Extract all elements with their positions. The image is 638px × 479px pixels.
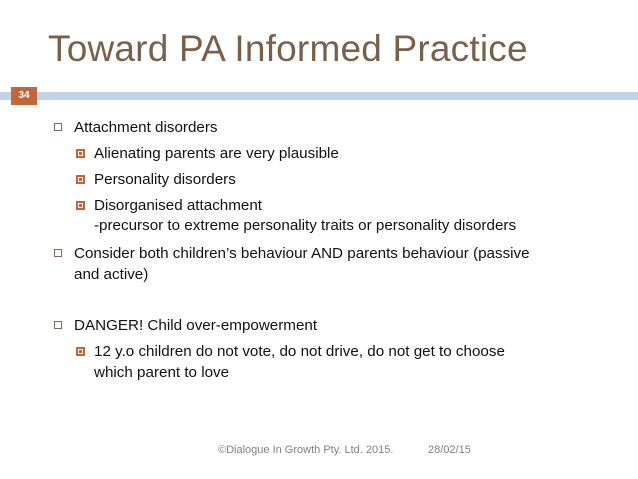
sub-bullet-text: Disorganised attachment — [94, 197, 262, 214]
sub-bullet-text: Personality disorders — [94, 171, 236, 188]
bullet-text: Attachment disorders — [74, 119, 218, 136]
sub-bullet-text: 12 y.o children do not vote, do not drive, do not get to choose — [94, 343, 505, 360]
page-number-badge: 34 — [11, 87, 37, 105]
header-rule-left — [0, 92, 11, 100]
sub-bullet-icon — [76, 347, 85, 356]
bullet-box-icon — [54, 321, 62, 329]
bullet-text: Consider both children’s behaviour AND parents behaviour (passive — [74, 245, 530, 262]
sub-bullet-text-continued: which parent to love — [94, 364, 230, 381]
footer-date: 28/02/15 — [428, 444, 471, 456]
bullet-text-continued: and active) — [74, 266, 149, 283]
sub-bullet-icon — [76, 175, 85, 184]
slide-title: Toward PA Informed Practice — [48, 28, 528, 69]
footer-copyright: ©Dialogue In Growth Pty. Ltd. 2015. — [218, 444, 394, 456]
bullet-box-icon — [54, 249, 62, 257]
bullet-text: DANGER! Child over-empowerment — [74, 317, 318, 334]
header-rule-right — [37, 92, 638, 100]
sub-bullet-text: Alienating parents are very plausible — [94, 145, 339, 162]
sub-bullet-icon — [76, 149, 85, 158]
sub-bullet-text-continued: -precursor to extreme personality traits or personality disorders — [94, 217, 517, 234]
sub-bullet-icon — [76, 201, 85, 210]
bullet-box-icon — [54, 123, 62, 131]
